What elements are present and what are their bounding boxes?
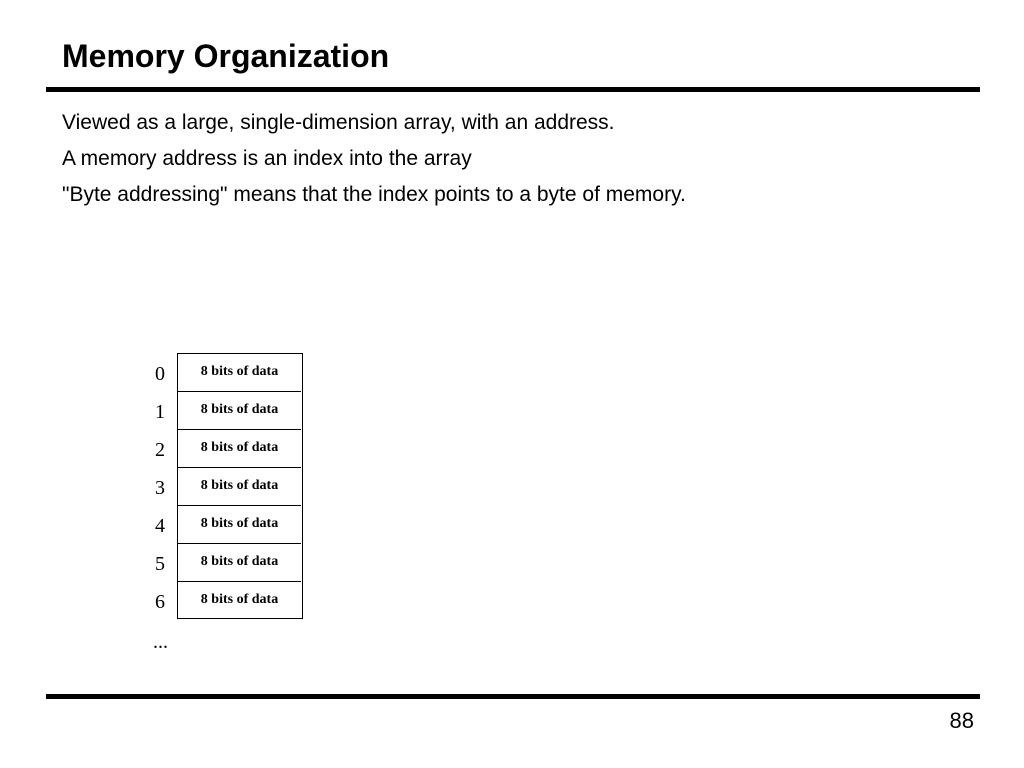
address-label: 0 [155, 363, 165, 385]
address-label: 4 [155, 515, 165, 537]
memory-cell: 8 bits of data [178, 430, 301, 468]
address-label: 5 [155, 553, 165, 575]
continuation-ellipsis: ... [153, 631, 168, 653]
bullet-item: "Byte addressing" means that the index points to a byte of memory. [62, 183, 686, 206]
slide-title: Memory Organization [62, 38, 390, 74]
bullet-list [62, 110, 686, 218]
memory-cell: 8 bits of data [200, 592, 279, 607]
title-divider [46, 87, 980, 92]
memory-cell: 8 bits of data [178, 468, 301, 506]
address-label: 2 [155, 439, 165, 461]
memory-cell: 8 bits of data [178, 544, 301, 582]
bullet-item: A memory address is an index into the array [62, 147, 472, 170]
memory-array [177, 353, 303, 619]
memory-cell: 8 bits of data [178, 506, 301, 544]
footer-divider [46, 694, 980, 699]
memory-cell: 8 bits of data [178, 354, 301, 392]
address-label: 6 [155, 591, 165, 613]
bullet-item: Viewed as a large, single-dimension array, with an address. [62, 111, 615, 134]
memory-cell: 8 bits of data [178, 392, 301, 430]
address-label: 3 [155, 477, 165, 499]
page-number: 88 [949, 708, 974, 733]
address-label: 1 [155, 401, 165, 423]
